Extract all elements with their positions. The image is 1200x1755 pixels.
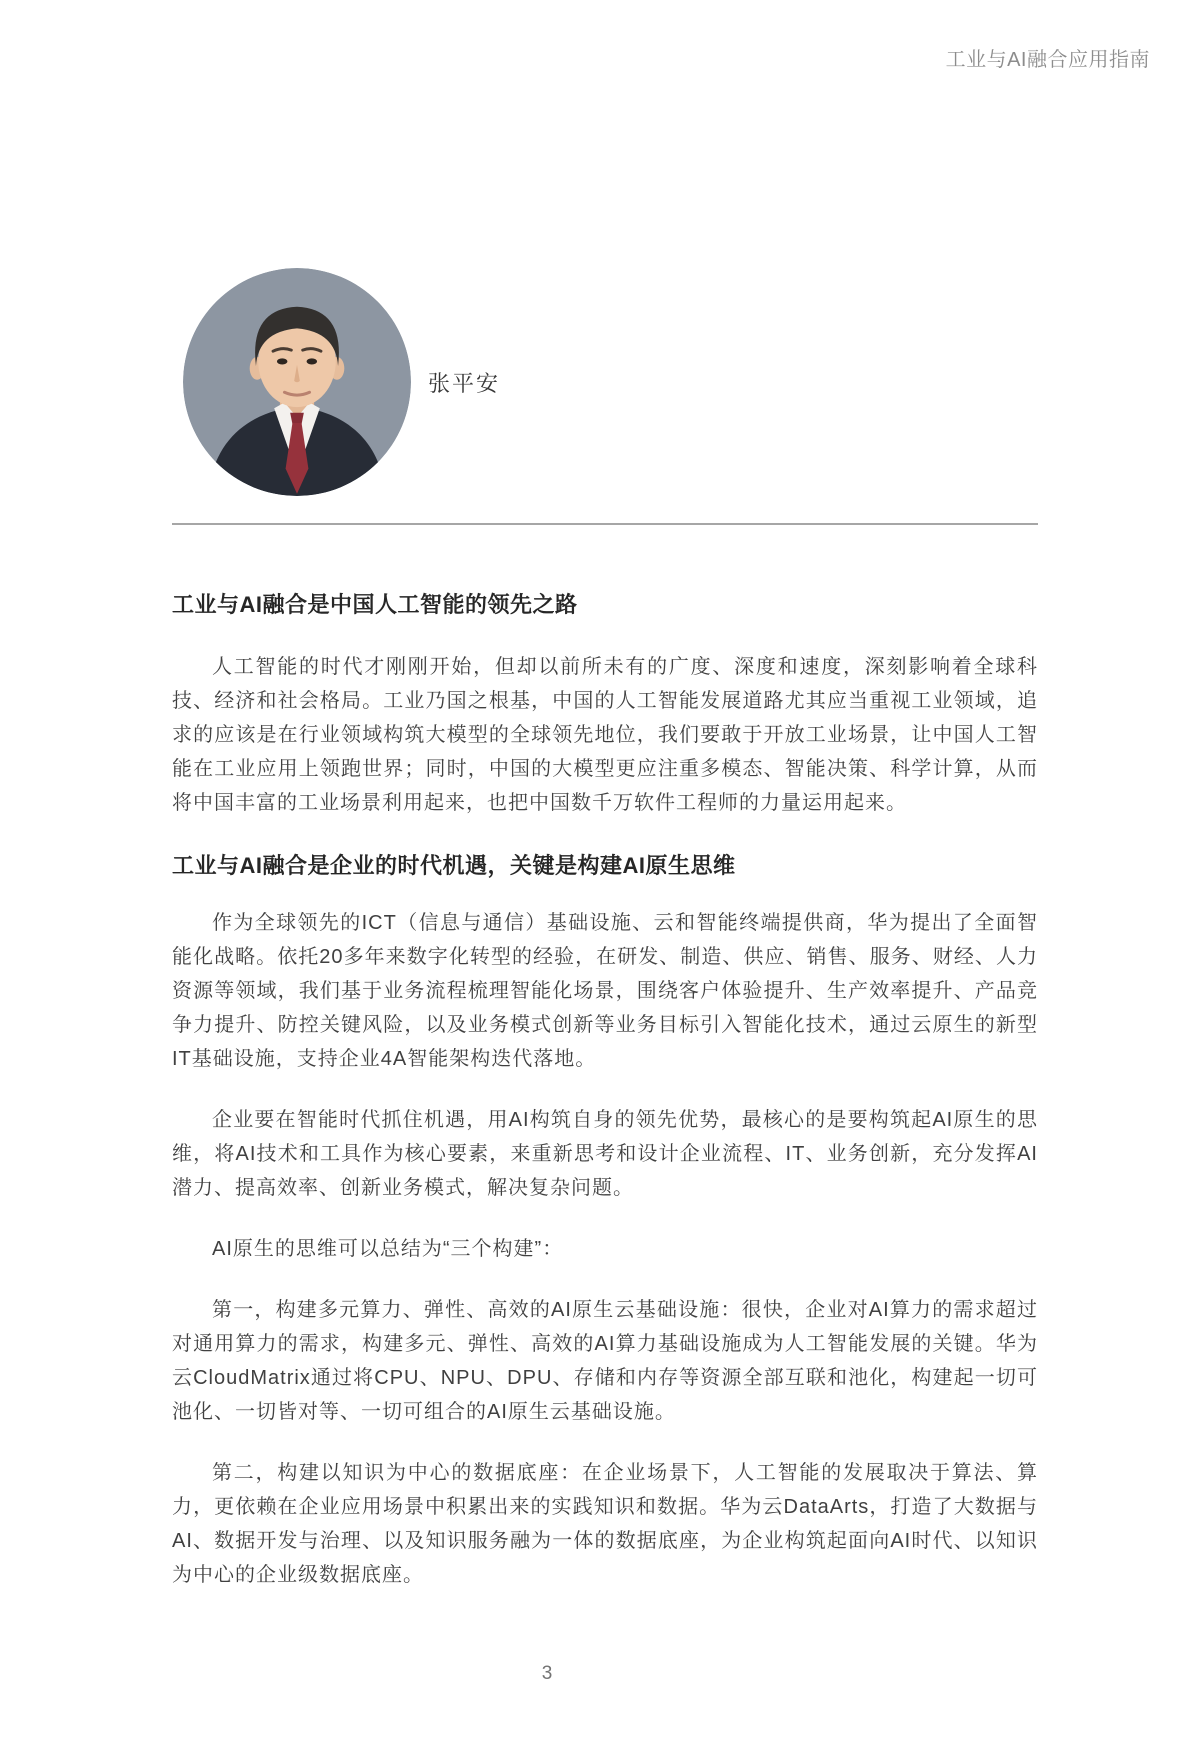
paragraph-2: 作为全球领先的ICT（信息与通信）基础设施、云和智能终端提供商，华为提出了全面智能化战略。依托20多年来数字化转型的经验，在研发、制造、供应、销售、服务、财经、人力资源等领域，我们基于业务流程梳理智能化场景，围绕客户体验提升、生产效率提升、产品竞争力提升、防控关键风险，以及业务模式创新等业务目标引入智能化技术，通过云原生的新型IT基础设施，支持企业4A智能架构迭代落地。 — [172, 912, 1038, 1070]
paragraph-1: 人工智能的时代才刚刚开始，但却以前所未有的广度、深度和速度，深刻影响着全球科技、经济和社会格局。工业乃国之根基，中国的人工智能发展道路尤其应当重视工业领域，追求的应该是在行业领域构筑大模型的全球领先地位，我们要敢于开放工业场景，让中国人工智能在工业应用上领跑世界；同时，中国的大模型更应注重多模态、智能决策、科学计算，从而将中国丰富的工业场景利用起来，也把中国数千万软件工程师的力量运用起来。 — [172, 656, 1038, 814]
page-content — [172, 0, 1038, 1619]
portrait-illustration — [183, 268, 411, 496]
page-number: 3 — [541, 1663, 553, 1684]
paragraph-6: 第二，构建以知识为中心的数据底座：在企业场景下，人工智能的发展取决于算法、算力，更依赖在企业应用场景中积累出来的实践知识和数据。华为云DataArts，打造了大数据与AI、数据开发与治理、以及知识服务融为一体的数据底座，为企业构筑起面向AI时代、以知识为中心的企业级数据底座。 — [172, 1462, 1038, 1586]
section-heading-1: 工业与AI融合是中国人工智能的领先之路 — [172, 592, 578, 617]
section-heading-2: 工业与AI融合是企业的时代机遇，关键是构建AI原生思维 — [172, 853, 736, 878]
author-profile — [172, 268, 1038, 496]
page-header-title: 工业与AI融合应用指南 — [945, 49, 1150, 71]
paragraph-4: AI原生的思维可以总结为“三个构建”： — [212, 1238, 564, 1260]
paragraph-3: 企业要在智能时代抓住机遇，用AI构筑自身的领先优势，最核心的是要构筑起AI原生的思维，将AI技术和工具作为核心要素，来重新思考和设计企业流程、IT、业务创新，充分发挥AI潜力、提高效率、创新业务模式，解决复杂问题。 — [172, 1109, 1038, 1199]
paragraph-5: 第一，构建多元算力、弹性、高效的AI原生云基础设施：很快，企业对AI算力的需求超过对通用算力的需求，构建多元、弹性、高效的AI算力基础设施成为人工智能发展的关键。华为云CloudMatrix通过将CPU、NPU、DPU、存储和内存等资源全部互联和池化，构建起一切可池化、一切皆对等、一切可组合的AI原生云基础设施。 — [172, 1299, 1038, 1423]
author-portrait-photo — [183, 268, 411, 496]
horizontal-divider — [172, 523, 1038, 525]
author-name: 张平安 — [428, 370, 501, 396]
